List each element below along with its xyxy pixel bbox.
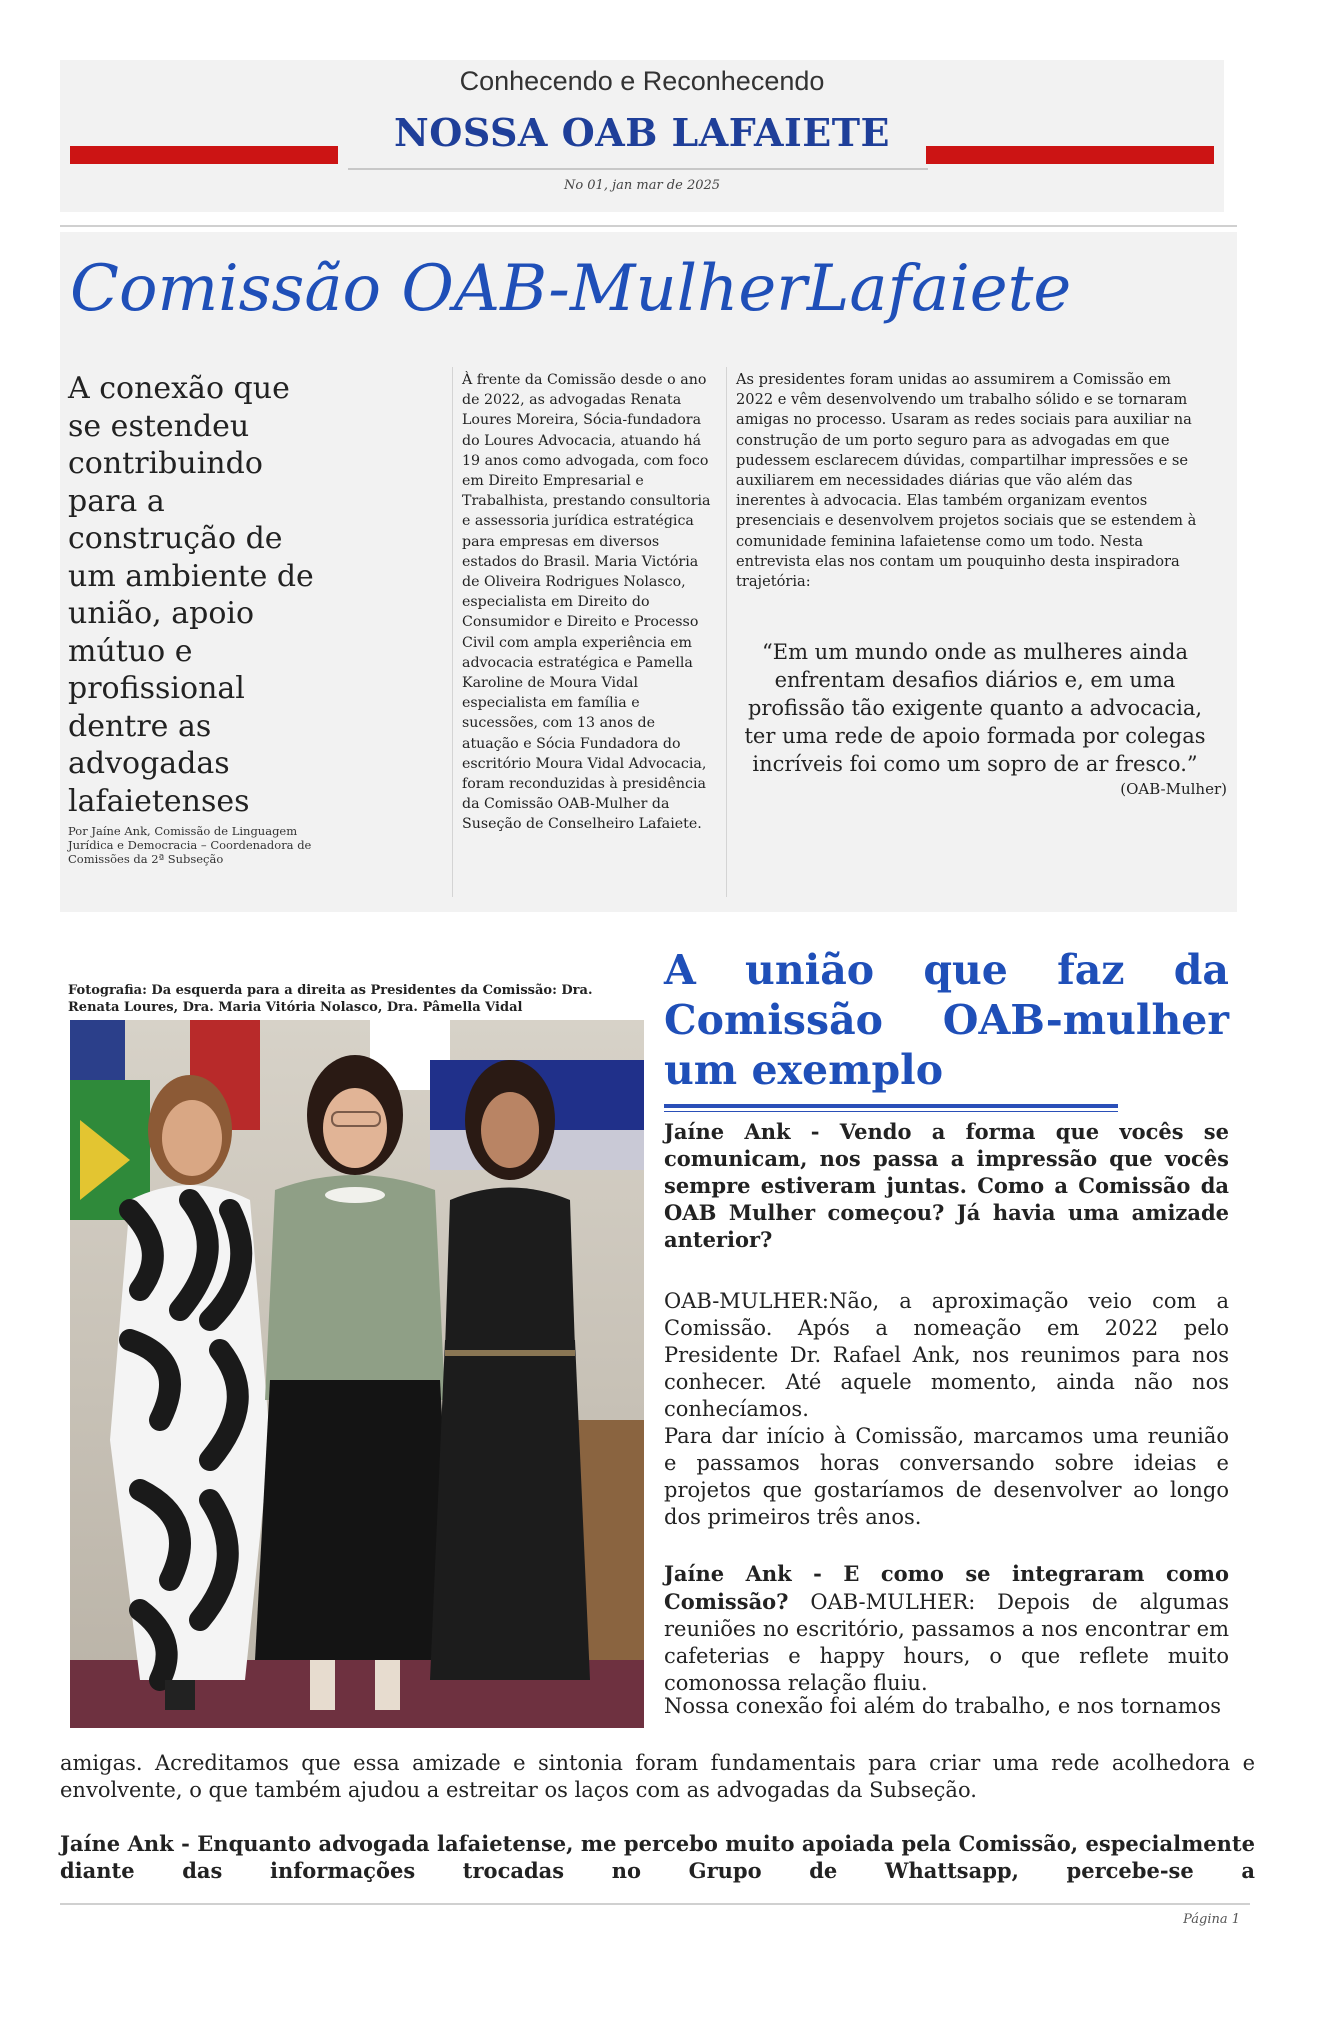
column-divider: [452, 367, 453, 897]
answer-2-continued: Nossa conexão foi além do trabalho, e nos tornamos: [664, 1694, 1222, 1718]
intro-column: À frente da Comissão desde o ano de 2022, as advogadas Renata Loures Moreira, Sócia-fundadora do Loures Advocacia, atuando há 19 anos como advogada, com foco em Direito Empresarial e Trabalhista, prestando consultoria e assessoria jurídica estratégica para empresas em diversos estados do Brasil. Maria Victória de Oliveira Rodrigues Nolasco, especialista em Direito do Consumidor e Direito e Processo Civil com ampla experiência em advocacia estratégica e Pamella Karoline de Moura Vidal especialista em família e sucessões, com 13 anos de atuação e Sócia Fundadora do escritório Moura Vidal Advocacia, foram reconduzidas à presidência da Comissão OAB-Mulher da Suseção de Conselheiro Lafaiete.: [462, 372, 711, 833]
masthead: [60, 60, 1224, 212]
photo-caption: Fotografia: Da esquerda para a direita as Presidentes da Comissão: Dra. Renata Loures, Dra. Maria Vitória Nolasco, Dra. Pâmella Vidal: [68, 983, 593, 1015]
byline: Por Jaíne Ank, Comissão de Linguagem Jurídica e Democracia – Coordenadora de Comissões da 2ª Subseção: [68, 824, 312, 866]
masthead-subtitle: Conhecendo e Reconhecendo: [459, 66, 825, 96]
section-title: Comissão OAB-MulherLafaiete: [70, 252, 1072, 326]
title-rule-thin: [664, 1111, 1118, 1112]
page-number: Página 1: [1183, 1912, 1240, 1927]
question-1: Jaíne Ank - Vendo a forma que vocês se comunicam, nos passa a impressão que vocês sempre estiveram juntas. Como a Comissão da OAB Mulher começou? Já havia uma amizade anterior?: [664, 1119, 1229, 1252]
pull-quote: “Em um mundo onde as mulheres ainda enfrentam desafios diários e, em uma profissão tão exigente quanto a advocacia, ter uma rede de apoio formada por colegas incríveis foi como um sopro de ar fresco.”: [744, 640, 1206, 776]
feature-section: [60, 232, 1237, 912]
article-title-line2: um exemplo: [664, 1046, 944, 1094]
masthead-issue: No 01, jan mar de 2025: [563, 178, 721, 193]
photo-presidents: [70, 1020, 644, 1728]
lead-text: A conexão que se estendeu contribuindo para a construção de um ambiente de união, apoio mútuo e profissional dentre as advogadas lafaietenses: [68, 371, 314, 819]
answer-1: OAB-MULHER:Não, a aproximação veio com a Comissão. Após a nomeação em 2022 pelo Presidente Dr. Rafael Ank, nos reunimos para nos conhecer. Até aquele momento, ainda não nos conhecíamos.: [664, 1289, 1229, 1421]
question-3: Jaíne Ank - Enquanto advogada lafaietense, me percebo muito apoiada pela Comissão, especialmente diante das informações trocadas no Grupo de Whattsapp, percebe-se a: [60, 1831, 1255, 1883]
pull-quote-attribution: (OAB-Mulher): [1120, 780, 1227, 798]
title-rule: [664, 1104, 1118, 1108]
answer-2-full-width: amigas. Acreditamos que essa amizade e sintonia foram fundamentais para criar uma rede acolhedora e envolvente, o que também ajudou a estreitar os laços com as advogadas da Subseção.: [60, 1751, 1255, 1802]
context-column: As presidentes foram unidas ao assumirem a Comissão em 2022 e vêm desenvolvendo um trabalho sólido e se tornaram amigas no processo. Usaram as redes sociais para auxiliar na construção de um porto seguro para as advogadas em que pudessem esclarecem dúvidas, compartilhar impressões e se auxiliarem em necessidades diárias que vão além das inerentes à advocacia. Elas também organizam eventos presenciais e desenvolvem projetos sociais que se estendem à comunidade feminina lafaietense como um todo. Nesta entrevista elas nos contam um pouquinho desta inspiradora trajetória:: [736, 371, 1197, 591]
answer-1-continued: Para dar início à Comissão, marcamos uma reunião e passamos horas conversando sobre ideias e projetos que gostaríamos de desenvolver ao longo dos primeiros três anos.: [664, 1424, 1229, 1529]
article-title-line1: A união que faz da Comissão OAB-mulher: [664, 946, 1229, 1044]
footer-rule: [60, 1903, 1250, 1905]
column-divider: [726, 367, 727, 897]
masthead-underline: [348, 168, 928, 170]
article-title: [664, 945, 1229, 1095]
lead-column: [68, 370, 323, 866]
question-2: Jaíne Ank - E como se integraram como Comissão?: [664, 1561, 1229, 1614]
divider: [60, 225, 1237, 227]
masthead-title: NOSSA OAB LAFAIETE: [394, 110, 890, 155]
question-2-block: [664, 1560, 1229, 1697]
answer-2: OAB-MULHER: Depois de algumas reuniões no escritório, passamos a nos encontrar em cafeterias e happy hours, o que reflete muito comonossa relação fluiu.: [664, 1590, 1229, 1695]
